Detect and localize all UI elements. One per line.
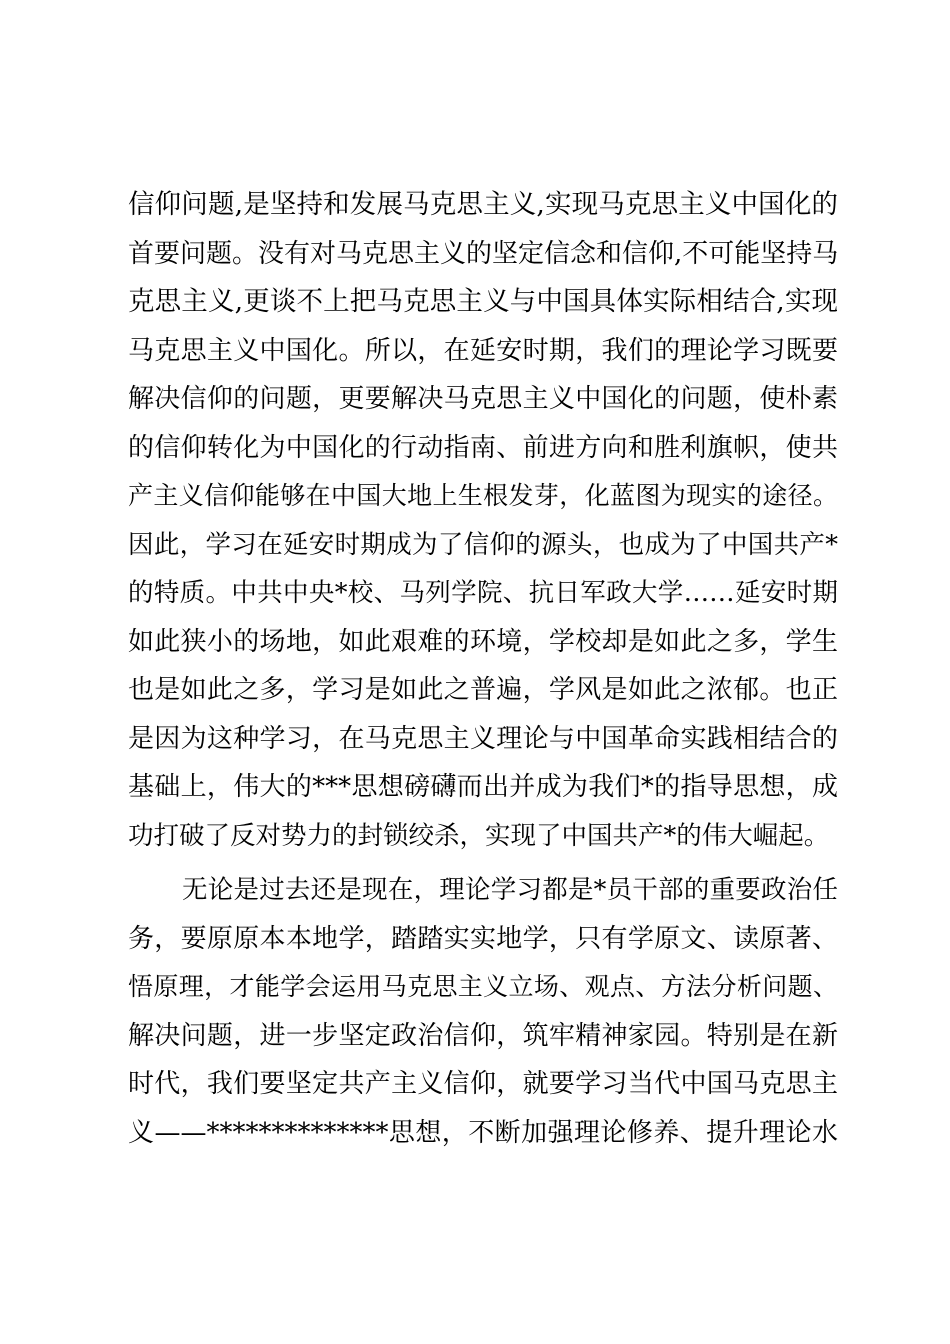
text-line: 信仰问题,是坚持和发展马克思主义,实现马克思主义中国化的 xyxy=(128,189,838,220)
text-line: 也是如此之多，学习是如此之普遍，学风是如此之浓郁。也正 xyxy=(128,675,838,705)
text-line: 如此狭小的场地，如此艰难的环境，学校却是如此之多，学生 xyxy=(128,626,838,657)
text-line: 的信仰转化为中国化的行动指南、前进方向和胜利旗帜，使共 xyxy=(128,432,838,463)
text-line: 的特质。中共中央*校、马列学院、抗日军政大学……延安时期 xyxy=(128,578,838,608)
text-line: 是因为这种学习，在马克思主义理论与中国革命实践相结合的 xyxy=(128,723,838,754)
text-line: 克思主义,更谈不上把马克思主义与中国具体实际相结合,实现 xyxy=(128,286,838,317)
paragraph-1 xyxy=(128,181,838,860)
text-line: 解决问题，进一步坚定政治信仰，筑牢精神家园。特别是在新 xyxy=(128,1020,838,1051)
text-line: 义——**************思想，不断加强理论修养、提升理论水 xyxy=(128,1117,838,1148)
text-line: 务，要原原本本地学，踏踏实实地学，只有学原文、读原著、 xyxy=(128,923,838,954)
text-line: 基础上，伟大的***思想磅礴而出并成为我们*的指导思想，成 xyxy=(128,772,838,802)
text-line: 马克思主义中国化。所以，在延安时期，我们的理论学习既要 xyxy=(128,335,838,366)
text-line: 无论是过去还是现在，理论学习都是*员干部的重要政治任 xyxy=(182,875,838,905)
paragraph-2 xyxy=(128,866,838,1157)
text-line: 首要问题。没有对马克思主义的坚定信念和信仰,不可能坚持马 xyxy=(128,238,839,269)
text-line: 因此，学习在延安时期成为了信仰的源头，也成为了中国共产* xyxy=(128,529,838,560)
text-line: 功打破了反对势力的封锁绞杀，实现了中国共产*的伟大崛起。 xyxy=(128,820,830,851)
document-body xyxy=(128,181,838,1157)
text-line: 解决信仰的问题，更要解决马克思主义中国化的问题，使朴素 xyxy=(128,384,838,414)
text-line: 时代，我们要坚定共产主义信仰，就要学习当代中国马克思主 xyxy=(128,1069,838,1099)
text-line: 产主义信仰能够在中国大地上生根发芽，化蓝图为现实的途径。 xyxy=(128,481,838,510)
text-line: 悟原理，才能学会运用马克思主义立场、观点、方法分析问题、 xyxy=(128,972,838,1001)
